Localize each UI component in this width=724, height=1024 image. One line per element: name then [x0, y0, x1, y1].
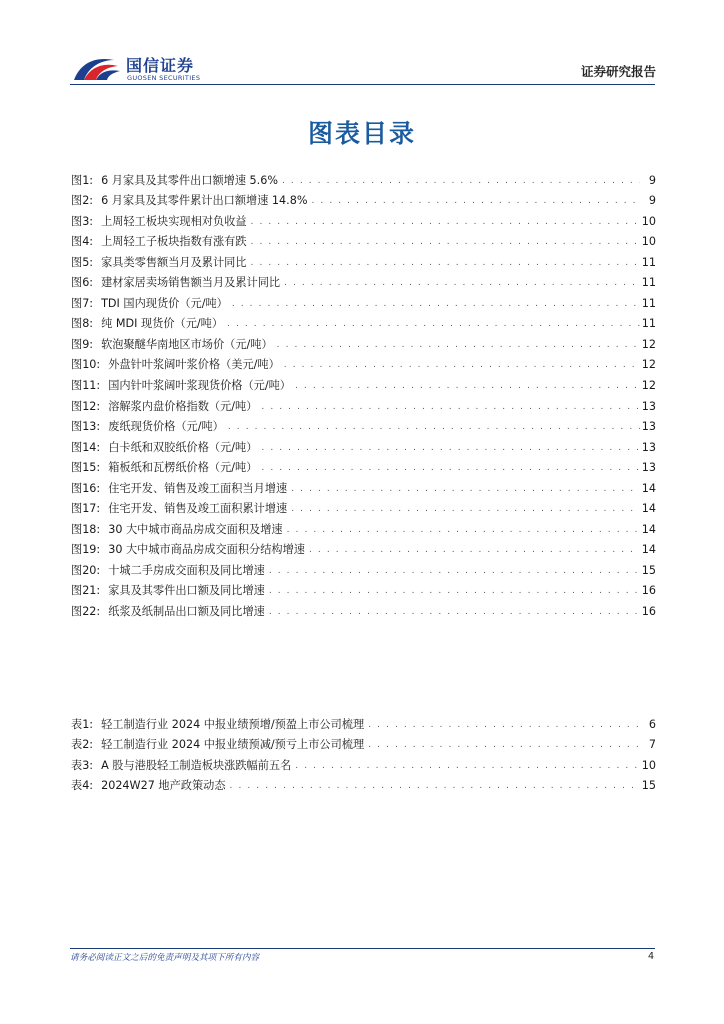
toc-entry-label: 图8: — [71, 317, 94, 331]
table-toc-entry[interactable] — [71, 732, 656, 753]
toc-dot-leader — [287, 523, 640, 537]
toc-entry-title: 上周轻工子板块指数有涨有跌 — [101, 235, 247, 249]
toc-dot-leader — [251, 256, 640, 270]
figure-toc-entry[interactable] — [71, 557, 656, 578]
table-list — [71, 711, 656, 793]
toc-entry-title: 外盘针叶浆阔叶浆价格（美元/吨） — [108, 358, 280, 372]
toc-entry-page: 13 — [641, 461, 656, 475]
toc-entry-label: 图21: — [71, 584, 101, 598]
toc-entry-page: 9 — [648, 173, 656, 187]
toc-entry-page: 14 — [641, 481, 656, 495]
toc-entry-title: 30 大中城市商品房成交面积分结构增速 — [108, 543, 305, 557]
toc-dot-leader — [368, 718, 640, 732]
toc-entry-label: 图10: — [71, 358, 101, 372]
figure-toc-entry[interactable] — [71, 455, 656, 476]
toc-entry-label: 表1: — [71, 717, 94, 731]
toc-dot-leader — [284, 358, 640, 372]
toc-entry-title: 2024W27 地产政策动态 — [101, 779, 226, 793]
toc-dot-leader — [232, 297, 640, 311]
toc-dot-leader — [251, 215, 640, 229]
toc-entry-page: 12 — [641, 337, 656, 351]
toc-entry-label: 图13: — [71, 420, 101, 434]
figure-toc-entry[interactable] — [71, 331, 656, 352]
toc-dot-leader — [311, 194, 640, 208]
toc-entry-page: 13 — [641, 399, 656, 413]
toc-dot-leader — [368, 738, 640, 752]
toc-entry-title: 家具类零售额当月及累计同比 — [101, 255, 247, 269]
toc-entry-page: 15 — [641, 563, 656, 577]
toc-entry-page: 16 — [641, 584, 656, 598]
toc-dot-leader — [309, 543, 640, 557]
toc-entry-page: 13 — [641, 440, 656, 454]
toc-entry-label: 图22: — [71, 605, 101, 619]
toc-entry-page: 10 — [641, 235, 656, 249]
toc-entry-page: 10 — [641, 214, 656, 228]
figure-toc-entry[interactable] — [71, 208, 656, 229]
toc-entry-label: 图18: — [71, 522, 101, 536]
toc-entry-label: 图5: — [71, 255, 94, 269]
toc-dot-leader — [227, 317, 640, 331]
toc-dot-leader — [230, 779, 640, 793]
figure-list — [71, 167, 656, 619]
toc-entry-title: 软泡聚醚华南地区市场价（元/吨） — [101, 337, 273, 351]
toc-entry-page: 11 — [641, 255, 656, 269]
toc-entry-title: TDI 国内现货价（元/吨） — [101, 296, 228, 310]
disclaimer-link[interactable]: 请务必阅读正文之后的免责声明及其项下所有内容 — [70, 953, 260, 963]
toc-entry-title: 建材家居卖场销售额当月及累计同比 — [101, 276, 281, 290]
toc-entry-title: 轻工制造行业 2024 中报业绩预减/预亏上市公司梳理 — [101, 738, 365, 752]
toc-entry-page: 9 — [648, 194, 656, 208]
toc-entry-title: 箱板纸和瓦楞纸价格（元/吨） — [108, 461, 258, 475]
toc-dot-leader — [277, 338, 640, 352]
toc-entry-page: 16 — [641, 605, 656, 619]
figure-toc-entry[interactable] — [71, 290, 656, 311]
figure-toc-entry[interactable] — [71, 167, 656, 188]
figure-toc-entry[interactable] — [71, 393, 656, 414]
page-header — [0, 0, 724, 90]
table-toc-entry[interactable] — [71, 773, 656, 794]
toc-entry-title: 国内针叶浆阔叶浆现货价格（元/吨） — [108, 379, 291, 393]
toc-entry-label: 图19: — [71, 543, 101, 557]
toc-entry-label: 图14: — [71, 440, 101, 454]
toc-entry-title: A 股与港股轻工制造板块涨跌幅前五名 — [101, 758, 292, 772]
toc-entry-title: 家具及其零件出口额及同比增速 — [108, 584, 265, 598]
toc-entry-title: 纸浆及纸制品出口额及同比增速 — [108, 605, 265, 619]
figure-toc-entry[interactable] — [71, 414, 656, 435]
toc-entry-page: 11 — [641, 317, 656, 331]
toc-entry-page: 11 — [641, 276, 656, 290]
figure-toc-entry[interactable] — [71, 578, 656, 599]
toc-dot-leader — [228, 420, 640, 434]
figure-toc-entry[interactable] — [71, 270, 656, 291]
figure-toc-entry[interactable] — [71, 496, 656, 517]
toc-entry-label: 图17: — [71, 502, 101, 516]
figure-toc-entry[interactable] — [71, 188, 656, 209]
toc-entry-label: 图7: — [71, 296, 94, 310]
toc-entry-title: 白卡纸和双胶纸价格（元/吨） — [108, 440, 258, 454]
toc-entry-page: 14 — [641, 543, 656, 557]
toc-entry-label: 图15: — [71, 461, 101, 475]
toc-entry-label: 图3: — [71, 214, 94, 228]
toc-entry-label: 图20: — [71, 563, 101, 577]
toc-dot-leader — [261, 461, 639, 475]
toc-entry-page: 11 — [641, 296, 656, 310]
toc-entry-page: 6 — [648, 717, 656, 731]
figure-toc-entry[interactable] — [71, 475, 656, 496]
logo-english-name: GUOSEN SECURITIES — [127, 74, 201, 82]
toc-entry-label: 图11: — [71, 379, 101, 393]
toc-entry-label: 图1: — [71, 173, 94, 187]
toc-entry-label: 表3: — [71, 758, 94, 772]
toc-entry-page: 12 — [641, 379, 656, 393]
figure-toc-entry[interactable] — [71, 516, 656, 537]
toc-entry-label: 表4: — [71, 779, 94, 793]
toc-entry-title: 住宅开发、销售及竣工面积累计增速 — [108, 502, 288, 516]
toc-dot-leader — [291, 502, 640, 516]
toc-entry-label: 图4: — [71, 235, 94, 249]
toc-entry-title: 溶解浆内盘价格指数（元/吨） — [108, 399, 258, 413]
toc-entry-page: 13 — [641, 420, 656, 434]
figure-toc-entry[interactable] — [71, 434, 656, 455]
toc-dot-leader — [295, 379, 640, 393]
toc-dot-leader — [269, 584, 640, 598]
toc-entry-title: 上周轻工板块实现相对负收益 — [101, 214, 247, 228]
footer-divider — [70, 948, 655, 949]
toc-dot-leader — [282, 174, 640, 188]
toc-entry-title: 废纸现货价格（元/吨） — [108, 420, 224, 434]
toc-dot-leader — [269, 605, 640, 619]
figure-toc-entry[interactable] — [71, 352, 656, 373]
page-number: 4 — [647, 951, 654, 962]
toc-entry-title: 轻工制造行业 2024 中报业绩预增/预盈上市公司梳理 — [101, 717, 365, 731]
toc-entry-title: 30 大中城市商品房成交面积及增速 — [108, 522, 283, 536]
toc-entry-label: 图16: — [71, 481, 101, 495]
toc-entry-page: 7 — [648, 738, 656, 752]
toc-entry-page: 12 — [641, 358, 656, 372]
toc-entry-label: 图6: — [71, 276, 94, 290]
toc-dot-leader — [284, 276, 640, 290]
figure-toc-entry[interactable] — [71, 598, 656, 619]
page-title: 图表目录 — [307, 119, 416, 148]
toc-entry-title: 6 月家具及其零件出口额增速 5.6% — [101, 173, 278, 187]
toc-entry-title: 纯 MDI 现货价（元/吨） — [101, 317, 224, 331]
toc-entry-label: 表2: — [71, 738, 94, 752]
logo-chinese-name: 国信证券 — [126, 56, 195, 75]
toc-dot-leader — [251, 235, 640, 249]
toc-entry-page: 15 — [641, 779, 656, 793]
toc-dot-leader — [269, 564, 640, 578]
figure-toc-entry[interactable] — [71, 249, 656, 270]
toc-dot-leader — [261, 400, 639, 414]
guosen-logo-icon — [70, 50, 122, 84]
figure-toc-entry[interactable] — [71, 537, 656, 558]
company-logo — [70, 50, 210, 84]
toc-entry-title: 6 月家具及其零件累计出口额增速 14.8% — [101, 194, 308, 208]
toc-entry-title: 住宅开发、销售及竣工面积当月增速 — [108, 481, 288, 495]
toc-entry-label: 图9: — [71, 337, 94, 351]
toc-entry-page: 14 — [641, 502, 656, 516]
figure-toc-entry[interactable] — [71, 311, 656, 332]
figure-toc-entry[interactable] — [71, 372, 656, 393]
table-toc-entry[interactable] — [71, 711, 656, 732]
report-type-label: 证券研究报告 — [580, 64, 656, 79]
table-toc-entry[interactable] — [71, 752, 656, 773]
toc-entry-title: 十城二手房成交面积及同比增速 — [108, 563, 265, 577]
figure-toc-entry[interactable] — [71, 229, 656, 250]
toc-entry-label: 图2: — [71, 194, 94, 208]
toc-dot-leader — [295, 759, 639, 773]
toc-dot-leader — [291, 482, 640, 496]
header-divider — [70, 84, 655, 85]
toc-entry-page: 10 — [641, 758, 656, 772]
toc-entry-page: 14 — [641, 522, 656, 536]
toc-entry-label: 图12: — [71, 399, 101, 413]
toc-dot-leader — [261, 441, 639, 455]
